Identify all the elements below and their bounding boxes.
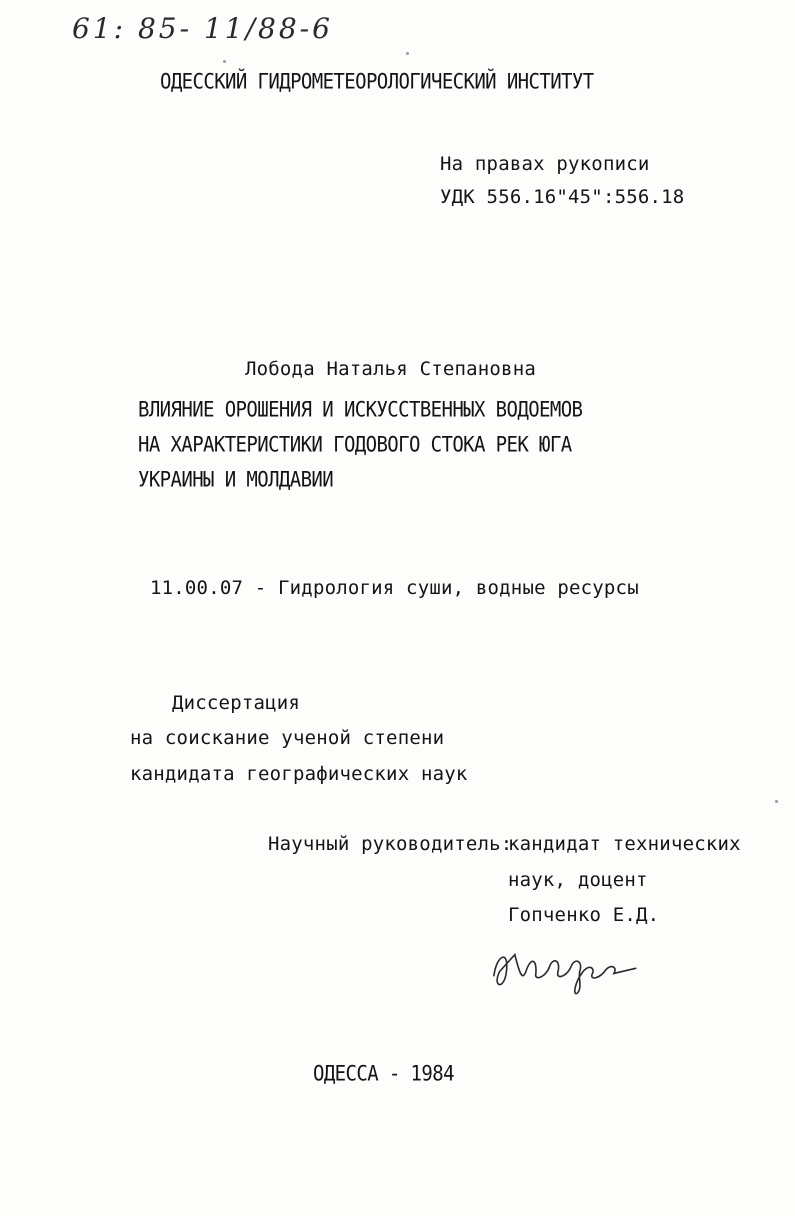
- supervisor-line-2: наук, доцент: [508, 869, 648, 891]
- supervisor-line-3: Гопченко Е.Д.: [508, 904, 660, 926]
- dust-speck: [775, 800, 778, 803]
- thesis-title-line-2: НА ХАРАКТЕРИСТИКИ ГОДОВОГО СТОКА РЕК ЮГА: [138, 432, 572, 458]
- thesis-title-line-1: ВЛИЯНИЕ ОРОШЕНИЯ И ИСКУССТВЕННЫХ ВОДОЕМОВ: [138, 397, 583, 423]
- signature-icon: [484, 928, 647, 1006]
- udc-line: УДК 556.16"45":556.18: [440, 186, 685, 208]
- city-year: ОДЕССА - 1984: [313, 1061, 454, 1087]
- rights-line: На правах рукописи: [440, 153, 650, 175]
- thesis-title-line-3: УКРАИНЫ И МОЛДАВИИ: [138, 467, 334, 493]
- author-name: Лобода Наталья Степановна: [245, 358, 536, 380]
- degree-line-1: Диссертация: [172, 692, 301, 714]
- dust-speck: [223, 60, 226, 63]
- degree-line-3: кандидата географических наук: [130, 763, 468, 785]
- dust-speck: [406, 52, 409, 55]
- specialty-code: 11.00.07 - Гидрология суши, водные ресурсы: [150, 577, 639, 599]
- supervisor-label: Научный руководитель:: [268, 833, 513, 855]
- supervisor-line-1: кандидат технических: [508, 833, 741, 855]
- institute-name: ОДЕССКИЙ ГИДРОМЕТЕОРОЛОГИЧЕСКИЙ ИНСТИТУТ: [160, 69, 594, 95]
- shelf-mark-handwritten: 61: 85- 11/88-6: [72, 12, 333, 45]
- degree-line-2: на соискание ученой степени: [130, 727, 445, 749]
